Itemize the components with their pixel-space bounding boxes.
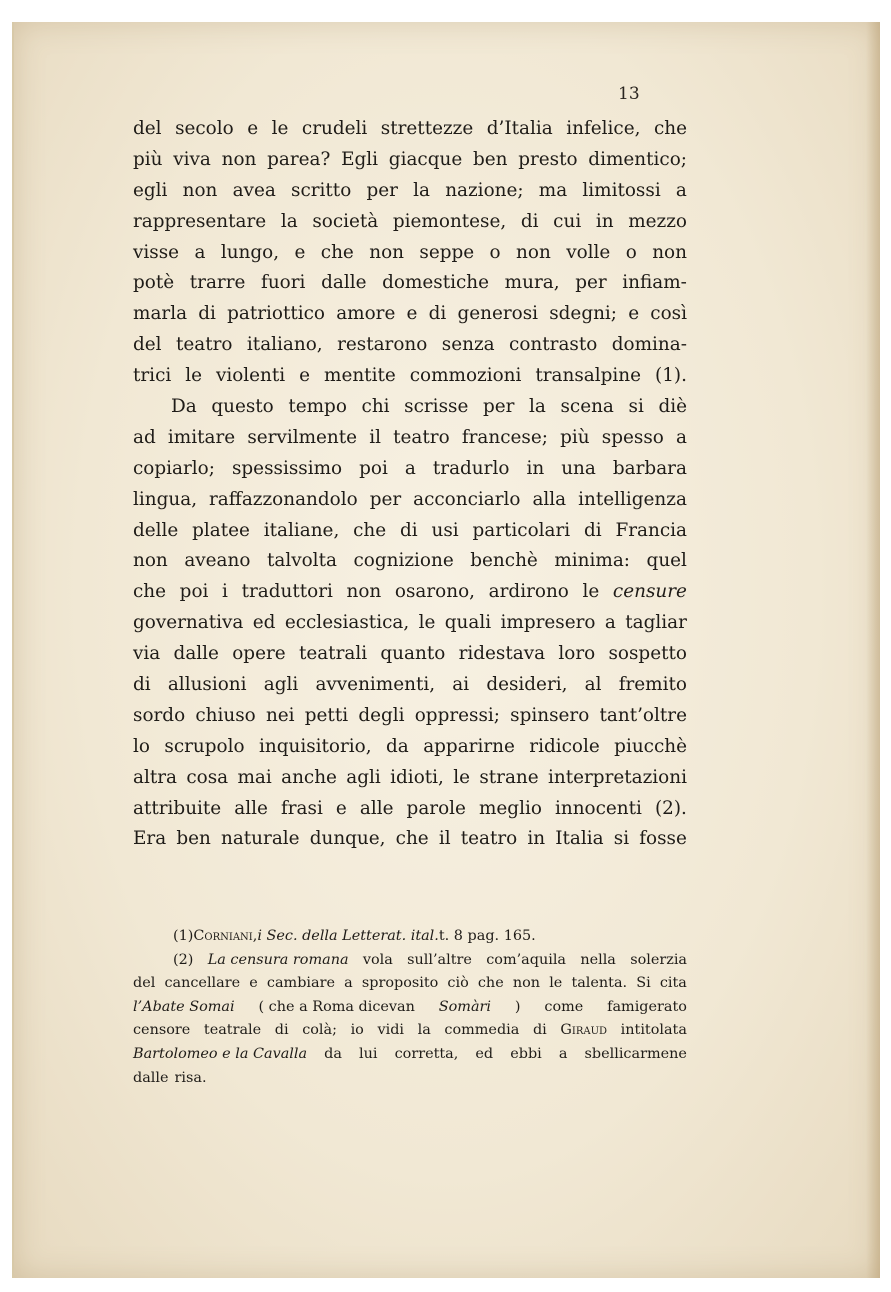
word: le [582,581,600,603]
text-line [133,639,687,670]
word: poi [179,581,209,603]
text-line [133,732,687,763]
footnote-word: dalle [133,1069,169,1086]
text-line [133,794,687,825]
word: parole [406,797,466,819]
word: di [399,519,418,541]
word: seppe [419,241,475,263]
word: cognizione [353,550,454,572]
text-line [133,701,687,732]
word: piucchè [614,735,687,757]
word: e [247,118,259,139]
word: ad [133,426,156,448]
footnote-word: commedia [444,1022,520,1039]
word: teatro [460,828,518,850]
footnote-word: lui [359,1045,378,1062]
word: commozioni [409,365,522,387]
word: strettezze [380,118,474,139]
word: non [652,241,687,263]
word: in [527,828,546,850]
word: desideri, [486,674,568,696]
word: e [335,797,347,819]
word: non [369,241,404,263]
word: le [418,612,436,634]
footnote-2-line-1 [133,949,687,973]
word: a [604,612,616,634]
footnote-word: ed [475,1045,494,1062]
word: domestiche [382,272,490,294]
word: strane [479,766,539,788]
word: avea [232,179,276,201]
word: cui [553,210,582,232]
word: raffazzonandolo [209,488,358,510]
word: alle [359,797,394,819]
word: naturale [220,828,300,850]
word: in [526,457,545,479]
word: e [406,303,418,325]
footnote-word: talenta. [571,975,628,992]
word: italiane, [263,519,340,541]
word: usi [431,519,459,541]
word: che [653,118,687,139]
word: marla [133,303,188,325]
word: potè [133,272,175,294]
word: la [413,179,430,201]
word: spessissimo [231,457,343,479]
word: di [520,210,539,232]
footnote-word: da [324,1045,342,1062]
word: crudeli [301,118,368,139]
text-line [133,238,687,269]
word: ridicole [529,735,600,757]
word: patriottico [227,303,325,325]
word: platee [192,519,250,541]
word: limitossi [582,179,661,201]
word: ecclesiastica, [284,612,410,634]
word: restarono [337,334,428,356]
word: i [222,581,228,603]
text-line [133,114,687,145]
word: per [575,272,607,294]
word: tempo [288,396,347,418]
text-line [133,176,687,207]
word: quanto [380,643,446,665]
word: Egli [341,148,379,170]
word: meglio [478,797,542,819]
word: per [366,179,398,201]
footnote-word: ciò [447,975,469,992]
word: non [346,581,382,603]
word: scritto [291,179,352,201]
footnote-marker: (1) [173,928,194,944]
word: imitare [167,426,236,448]
footnote-word: del [133,975,156,992]
word: teatrali [298,643,368,665]
footnote-word: censore [133,1022,191,1039]
word: tant’oltre [599,704,687,726]
word: italiano, [246,334,323,356]
word: quali [444,612,492,634]
word: dimentico; [588,148,687,170]
word: e [299,365,311,387]
word: più [133,148,163,170]
word: o [625,241,637,263]
text-line [133,608,687,639]
footnote-word: di [532,1022,547,1039]
footnote-word: nella [580,951,616,968]
footnote-text: ) [514,998,521,1015]
text-line [133,361,687,392]
word: per [482,396,515,418]
word: lungo, [220,241,280,263]
text-line [133,454,687,485]
word: governativa [133,612,244,634]
word: che [353,519,387,541]
footnote-word: vidi [377,1022,405,1039]
word: che [395,828,429,850]
word: violenti [215,365,286,387]
word: parea? [267,148,331,170]
word: amore [336,303,396,325]
word: mezzo [628,210,687,232]
body-text [133,114,687,855]
word: le [185,365,202,387]
word: loro [558,643,596,665]
word: scrupolo [164,735,245,757]
word: secolo [175,118,234,139]
footnote-marker: (2) [173,951,194,968]
word: spinsero [510,704,590,726]
word: spesso [601,426,664,448]
word: trarre [189,272,246,294]
word: egli [133,179,168,201]
word: allusioni [167,674,247,696]
word: delle [133,519,179,541]
word: dalle [321,272,367,294]
page-number: 13 [618,84,640,104]
footnote-word: cita [659,975,687,992]
word: quel [646,550,687,572]
word: piemontese, [392,210,507,232]
footnote-word: teatrale [203,1022,262,1039]
footnote-word: cambiare [266,975,335,992]
word: contrasto [509,334,598,356]
word: trici [133,365,172,387]
footnote-word: famigerato [607,998,687,1015]
text-line [133,268,687,299]
word: la [280,210,298,232]
word: volle [566,241,611,263]
word: teatro [175,334,233,356]
word: fuori [261,272,306,294]
word: particolari [472,519,571,541]
word: generosi [457,303,539,325]
footnote-word: cancellare [164,975,241,992]
word: a [404,457,416,479]
word: a [675,179,687,201]
footnote-word: come [544,998,584,1015]
word: teatro [393,426,450,448]
footnote-word: non [512,975,541,992]
word: di [584,519,602,541]
word: non [516,241,551,263]
footnote-word: risa. [174,1069,207,1086]
word: interpretazioni [548,766,687,788]
footnote-2-line-3 [133,996,687,1020]
word: il [369,426,381,448]
footnote-2-line-6 [133,1067,687,1091]
footnote-word: solerzia [630,951,687,968]
word: censure [612,581,687,603]
footnote-2-line-4 [133,1019,687,1043]
text-line [133,577,687,608]
word: d’Italia [486,118,553,139]
word: impresero [500,612,596,634]
word: transalpine [535,365,642,387]
footnote-word: colà; [302,1022,337,1039]
word: oppressi; [414,704,500,726]
word: di [428,303,447,325]
word: domina- [611,334,687,356]
text-line [133,392,687,423]
word: acconciarlo [413,488,521,510]
word: opere [232,643,286,665]
word: alla [532,488,567,510]
footnote-word: a [344,975,353,992]
word: sordo [133,704,186,726]
word: idioti, [390,766,444,788]
word: il [438,828,451,850]
word: infelice, [566,118,641,139]
text-line [133,145,687,176]
text-line [133,763,687,794]
paper-edge [866,22,880,1278]
word: ardirono [488,581,569,603]
footnote-word: le [549,975,563,992]
word: apparirne [423,735,515,757]
text-line [133,207,687,238]
word: per [369,488,402,510]
text-line [133,516,687,547]
word: degli [358,704,405,726]
word: e [628,303,640,325]
footnote-word: Si [636,975,651,992]
word: osarono, [394,581,476,603]
word: questo [211,396,274,418]
word: via [133,643,161,665]
footnote-2-line-5 [133,1043,687,1067]
word: in [595,210,614,232]
word: scrisse [404,396,469,418]
word: poi [359,457,388,479]
word: Era [133,828,167,850]
footnote-word: e [249,975,258,992]
text-line [133,485,687,516]
word: a [676,426,687,448]
word: e [294,241,306,263]
word: visse [133,241,180,263]
footnote-italic: l’Abate Somai [133,998,235,1015]
word: a [194,241,206,263]
footnote-word: sull’altre [407,951,472,968]
word: copiarlo; [133,457,215,479]
word: più [560,426,590,448]
text-line [133,670,687,701]
footnote-reference: t. 8 pag. 165. [438,928,536,944]
footnote-word: io [350,1022,364,1039]
word: Italia [555,828,604,850]
word: ma [538,179,568,201]
word: Da [171,396,197,418]
word: aveano [184,550,251,572]
word: benchè [470,550,538,572]
word: agli [263,674,299,696]
text-line [133,546,687,577]
footnote-word: vola [362,951,393,968]
word: mura, [504,272,560,294]
word: nazione; [445,179,524,201]
word: ed [252,612,276,634]
word: altra [133,766,177,788]
word: minima: [554,550,630,572]
word: società [312,210,379,232]
word: o [489,241,501,263]
word: frasi [280,797,323,819]
word: giacque [388,148,463,170]
word: (2). [655,797,687,819]
word: una [561,457,596,479]
footnote-word: intitolata [620,1022,687,1039]
word: innocenti [554,797,642,819]
footnote-word: la [417,1022,431,1039]
word: mentite [324,365,396,387]
word: sospetto [608,643,687,665]
word: da [386,735,409,757]
word: senza [441,334,495,356]
word: non [221,148,257,170]
footnote-author: Corniani, [193,928,258,944]
word: le [271,118,289,139]
word: dalle [173,643,219,665]
footnote-word: com’aquila [486,951,567,968]
word: nei [265,704,295,726]
word: del [133,334,162,356]
word: intelligenza [578,488,687,510]
text-line [133,824,687,855]
word: servilmente [247,426,358,448]
word: alle [234,797,268,819]
word: cosa [186,766,229,788]
word: ben [176,828,211,850]
word: avvenimenti, [315,674,436,696]
word: si [613,828,630,850]
word: fremito [618,674,687,696]
word: la [529,396,546,418]
word: che [133,581,167,603]
footnote-word: sproposito [361,975,439,992]
footnote-italic: Bartolomeo e la Cavalla [133,1045,308,1062]
word: del [133,118,162,139]
footnote-text: ( che a Roma dicevan [258,998,415,1015]
word: mai [237,766,272,788]
word: Francia [615,519,687,541]
word: francese; [461,426,548,448]
word: chi [361,396,390,418]
word: ben [472,148,508,170]
footnote-italic: La censura romana [207,951,349,968]
word: scena [560,396,614,418]
word: lingua, [133,488,198,510]
footnote-word: di [274,1022,289,1039]
word: (1). [655,365,687,387]
footnote-word: a [558,1045,568,1062]
word: le [453,766,470,788]
word: si [628,396,644,418]
word: petti [304,704,349,726]
word: tagliar [625,612,687,634]
word: infiam- [622,272,687,294]
word: diè [658,396,687,418]
word: inquisitorio, [258,735,372,757]
footnote-italic: Somàri [438,998,492,1015]
word: talvolta [266,550,337,572]
text-line [133,330,687,361]
footnote-word: sbellicarmene [584,1045,687,1062]
word: di [198,303,216,325]
footnotes [133,925,687,1090]
word: tradurlo [432,457,510,479]
word: anche [281,766,337,788]
footnote-word: corretta, [394,1045,459,1062]
word: viva [173,148,211,170]
word: ridestava [458,643,546,665]
word: rappresentare [133,210,267,232]
footnote-word: che [477,975,504,992]
footnote-2-line-2 [133,972,687,996]
footnote-word: ebbi [510,1045,542,1062]
word: attribuite [133,797,222,819]
text-line [133,423,687,454]
footnote-work: i Sec. della Letterat. ital. [257,928,439,944]
word: di [133,674,151,696]
word: fosse [639,828,687,850]
word: non [182,179,218,201]
word: ai [452,674,470,696]
word: presto [518,148,578,170]
word: che [320,241,354,263]
word: dunque, [309,828,386,850]
word: lo [133,735,150,757]
footnote-author-name: Giraud [560,1022,608,1039]
word: agli [346,766,381,788]
word: sdegni; [549,303,618,325]
text-line [133,299,687,330]
footnote-1 [133,925,687,949]
word: non [133,550,168,572]
word: traduttori [241,581,333,603]
word: chiuso [195,704,256,726]
word: barbara [612,457,687,479]
word: al [584,674,602,696]
word: così [650,303,687,325]
